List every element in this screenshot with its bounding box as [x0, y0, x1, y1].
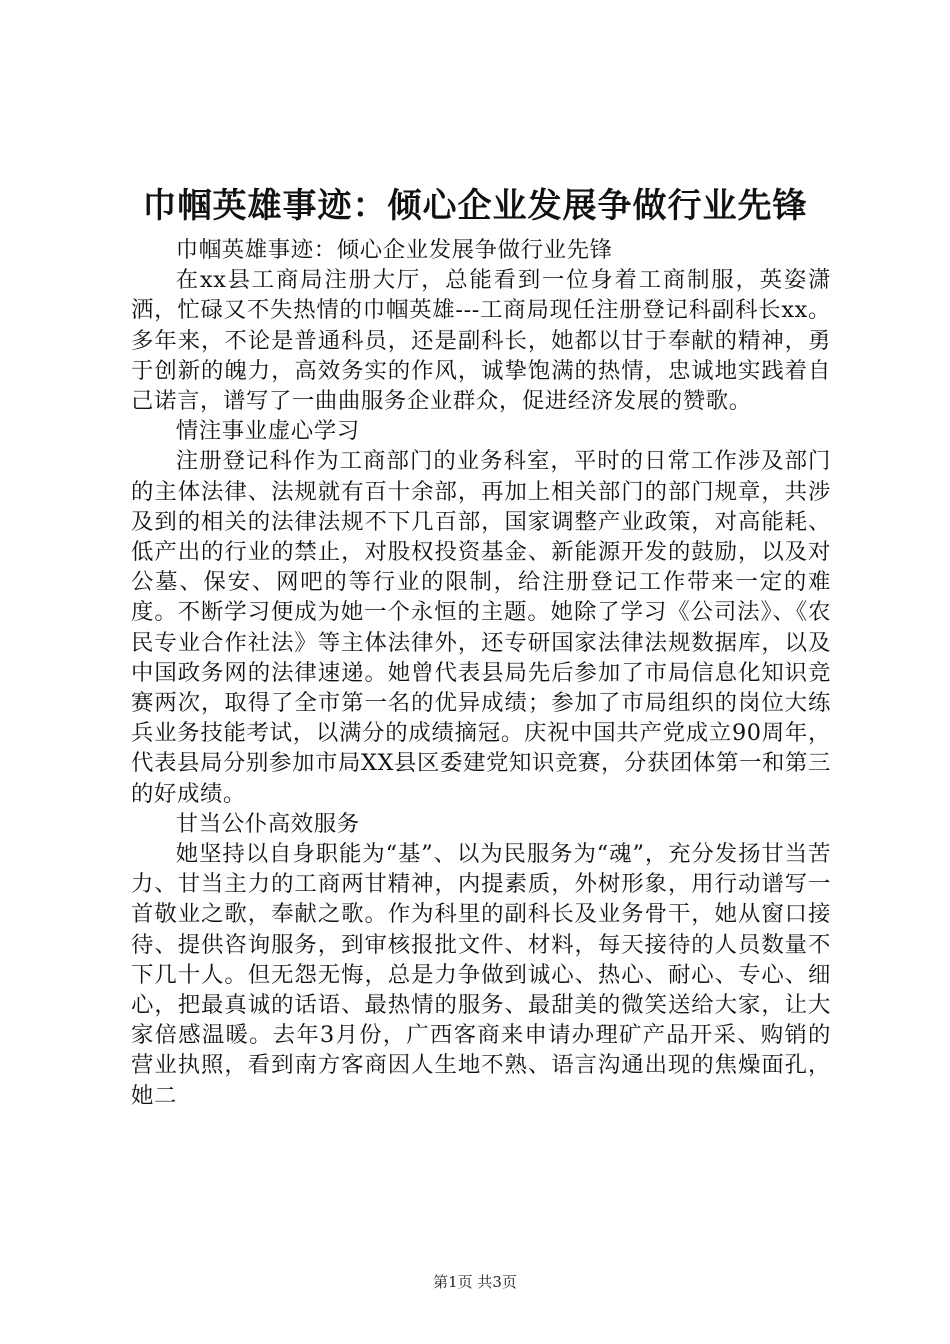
document-title: 巾帼英雄事迹：倾心企业发展争做行业先锋 [142, 186, 808, 226]
subtitle-paragraph: 巾帼英雄事迹：倾心企业发展争做行业先锋 [175, 237, 613, 263]
page-footer: 第1页 共3页 [433, 1273, 517, 1291]
intro-paragraph: 在xx县工商局注册大厅，总能看到一位身着工商制服，英姿潇洒，忙碌又不失热情的巾帼英雄---工商局现任注册登记科副科长xx。多年来，不论是普通科员，还是副科长，她都以甘于奉献的精神，勇于创新的魄力，高效务实的作风，诚挚饱满的热情，忠诚地实践着自己诺言，谱写了一曲曲服务企业群众，促进经济发展的赞歌。 [131, 267, 831, 415]
section-heading-study: 情注事业虚心学习 [175, 418, 360, 445]
service-paragraph: 她坚持以自身职能为“基”、以为民服务为“魂”，充分发扬甘当苦力、甘当主力的工商两甘精神，内提素质，外树形象，用行动谱写一首敬业之歌，奉献之歌。作为科里的副科长及业务骨干，她从窗口接待、提供咨询服务，到审核报批文件、材料，每天接待的人员数量不下几十人。但无怨无悔，总是力争做到诚心、热心、耐心、专心、细心，把最真诚的话语、最热情的服务、最甜美的微笑送给大家，让大家倍感温暖。去年3月份，广西客商来申请办理矿产品开采、购销的营业执照，看到南方客商因人生地不熟、语言沟通出现的焦燥面孔，她二 [131, 841, 831, 1109]
study-paragraph: 注册登记科作为工商部门的业务科室，平时的日常工作涉及部门的主体法律、法规就有百十余部，再加上相关部门的部门规章，共涉及到的相关的法律法规不下几百部，国家调整产业政策，对高能耗、低产出的行业的禁止，对股权投资基金、新能源开发的鼓励，以及对公墓、保安、网吧的等行业的限制，给注册登记工作带来一定的难度。不断学习便成为她一个永恒的主题。她除了学习《公司法》、《农民专业合作社法》等主体法律外，还专研国家法律法规数据库，以及中国政务网的法律速递。她曾代表县局先后参加了市局信息化知识竞赛两次，取得了全市第一名的优异成绩；参加了市局组织的岗位大练兵业务技能考试，以满分的成绩摘冠。庆祝中国共产党成立90周年，代表县局分别参加市局XX县区委建党知识竞赛，分获团体第一和第三的好成绩。 [131, 448, 831, 807]
section-heading-service: 甘当公仆高效服务 [175, 810, 360, 837]
document-body [131, 235, 831, 1111]
